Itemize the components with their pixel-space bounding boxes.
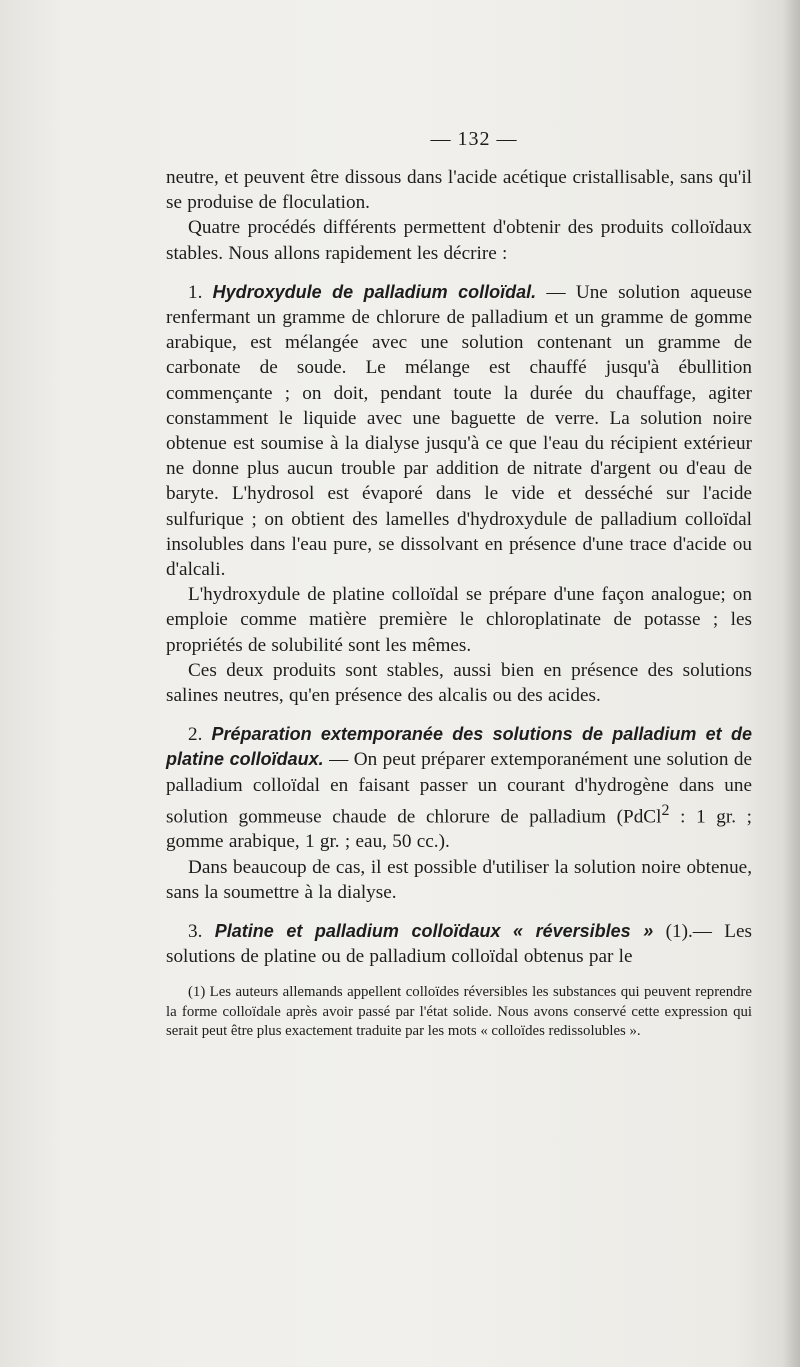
text-block: [166, 128, 752, 1042]
section-3-footnote-ref: (1).: [653, 921, 693, 943]
paragraph-5: Dans beaucoup de cas, il est possible d'utiliser la solution noire obtenue, sans la soumettre à la dialyse.: [166, 856, 752, 903]
section-1-heading: Hydroxydule de palladium colloïdal.: [212, 281, 537, 302]
body-text: [166, 165, 752, 969]
section-3: [166, 919, 752, 969]
paragraph-3: L'hydroxydule de platine colloïdal se prépare d'une façon analogue; on emploie comme matière première le chloroplatinate de potasse ; les propriétés de solubilité sont les mêmes.: [166, 584, 752, 656]
page-edge-shadow: [782, 0, 800, 1367]
footnote: [166, 983, 752, 1041]
section-1: [166, 280, 752, 582]
paragraph-4: Ces deux produits sont stables, aussi bien en présence des solutions salines neutres, qu'en présence des alcalis ou des acides.: [166, 659, 752, 707]
page-number: — 132 —: [430, 128, 518, 150]
section-3-heading: Platine et palladium colloïdaux « réversibles »: [214, 921, 654, 942]
section-2-text-b: : 1 gr. ; gomme arabique, 1 gr. ; eau, 50 cc.).: [166, 806, 752, 853]
paragraph-1: neutre, et peuvent être dissous dans l'acide acétique cristallisable, sans qu'il se produise de floculation.: [166, 167, 752, 214]
section-2-heading: Préparation extemporanée des solutions de palladium et de platine colloïdaux.: [166, 724, 753, 770]
footnote-text: (1) Les auteurs allemands appellent colloïdes réversibles les substances qui peuvent reprendre la forme colloïdale après avoir passé par l'état solide. Nous avons conservé cette expression qui serait peut être plus exactement traduite par les mots « colloïdes redissolubles ».: [166, 984, 752, 1040]
section-1-number: 1.: [188, 281, 203, 303]
section-2-superscript: 2: [661, 801, 670, 819]
paragraph-2: Quatre procédés différents permettent d'obtenir des produits colloïdaux stables. Nous allons rapidement les décrire :: [166, 217, 752, 264]
section-2: [166, 722, 752, 854]
section-3-number: 3.: [188, 921, 203, 943]
section-3-text: — Les solutions de platine ou de palladium colloïdal obtenus par le: [166, 921, 753, 968]
section-2-text-a: — On peut préparer extemporanément une solution de palladium colloïdal en faisant passer un courant d'hydrogène dans une solution gommeuse chaude de chlorure de palladium (PdCl: [166, 749, 752, 828]
section-1-text: — Une solution aqueuse renfermant un gramme de chlorure de palladium et un gramme de gomme arabique, est mélangée avec une solution contenant un gramme de carbonate de soude. Le mélange est chauffé jusqu'à ébullition commençante ; on doit, pendant toute la durée du chauffage, agiter constamment le liquide avec une baguette de verre. La solution noire obtenue est soumise à la dialyse jusqu'à ce que l'eau du récipient extérieur ne donne plus aucun trouble par addition de nitrate d'argent ou d'eau de baryte. L'hydrosol est évaporé dans le vide et desséché sur l'acide sulfurique ; on obtient des lamelles d'hydroxydule de palladium colloïdal insolubles dans l'eau pure, se dissolvant en présence d'une trace d'acide ou d'alcali.: [166, 281, 752, 581]
section-2-number: 2.: [188, 724, 203, 746]
